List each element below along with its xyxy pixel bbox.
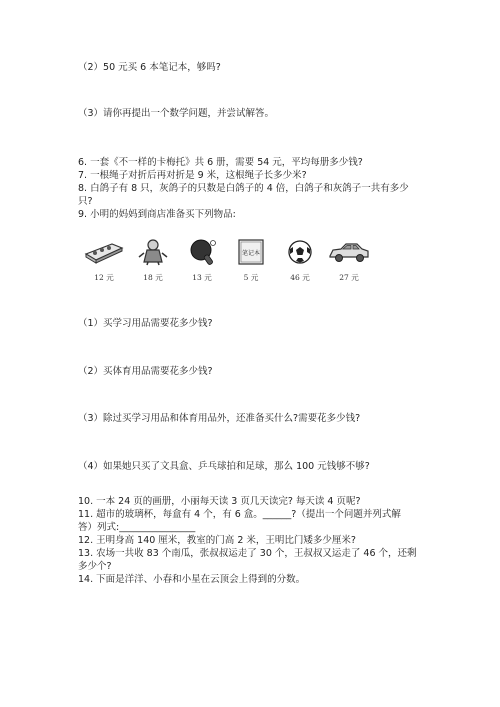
problem-6: 6. 一套《不一样的卡梅托》共 6 册，需要 54 元，平均每册多少钱? [78,157,363,168]
item-price: 18 元 [143,273,163,282]
problem-8-line-2: 只? [78,196,93,207]
problem-8-line-1: 8. 白鸽子有 8 只，灰鸽子的只数是白鸽子的 4 倍，白鸽子和灰鸽子一共有多少 [78,183,409,194]
item-price: 27 元 [339,273,359,282]
toy-car-icon [327,238,371,266]
ping-pong-paddle-icon [180,238,224,266]
item-toy-car [327,238,371,283]
item-doll [131,238,175,283]
item-price: 46 元 [290,273,310,282]
problem-11-line-2: 答）列式:________________ [78,522,196,533]
problem-10: 10. 一本 24 页的画册，小丽每天读 3 页几天读完? 每天读 4 页呢? [78,496,361,507]
item-pencil-case [82,238,126,283]
question-2: （2）50 元买 6 本笔记本，够吗? [78,62,221,73]
item-paddle [180,238,224,283]
item-price: 12 元 [94,273,114,282]
problem-12: 12. 王明身高 140 厘米，教室的门高 2 米，王明比门矮多少厘米? [78,535,356,546]
problem-14: 14. 下面是洋洋、小春和小星在云顶会上得到的分数。 [78,574,306,585]
problem-7: 7. 一根绳子对折后再对折是 9 米，这根绳子长多少米? [78,170,307,181]
sub-question-4: （4）如果她只买了文具盒、乒乓球拍和足球，那么 100 元钱够不够? [78,461,370,472]
notebook-cover-text: 笔记本 [241,250,261,257]
item-price: 5 元 [243,273,259,282]
shopping-items-row [82,238,382,296]
sub-question-3: （3）除过买学习用品和体育用品外，还准备买什么?需要花多少钱? [78,413,361,424]
item-notebook [229,238,273,283]
problem-13-line-2: 多少个? [78,561,112,572]
sub-question-1: （1）买学习用品需要花多少钱? [78,318,213,329]
problem-13-line-1: 13. 农场一共收 83 个南瓜，张叔叔运走了 30 个，王叔叔又运走了 46 个，还剩 [78,548,417,559]
item-football [278,238,322,283]
sub-question-2: （2）买体育用品需要花多少钱? [78,366,213,377]
notebook-icon [229,238,273,266]
pencil-case-icon [82,238,126,266]
problem-9: 9. 小明的妈妈到商店准备买下列物品: [78,209,236,220]
item-price: 13 元 [192,273,212,282]
question-3: （3）请你再提出一个数学问题，并尝试解答。 [78,108,275,119]
doll-icon [131,238,175,266]
problem-11-line-1: 11. 超市的玻璃杯，每盒有 4 个，有 6 盒。______?（提出一个问题并列式解 [78,509,401,520]
football-icon [278,238,322,266]
